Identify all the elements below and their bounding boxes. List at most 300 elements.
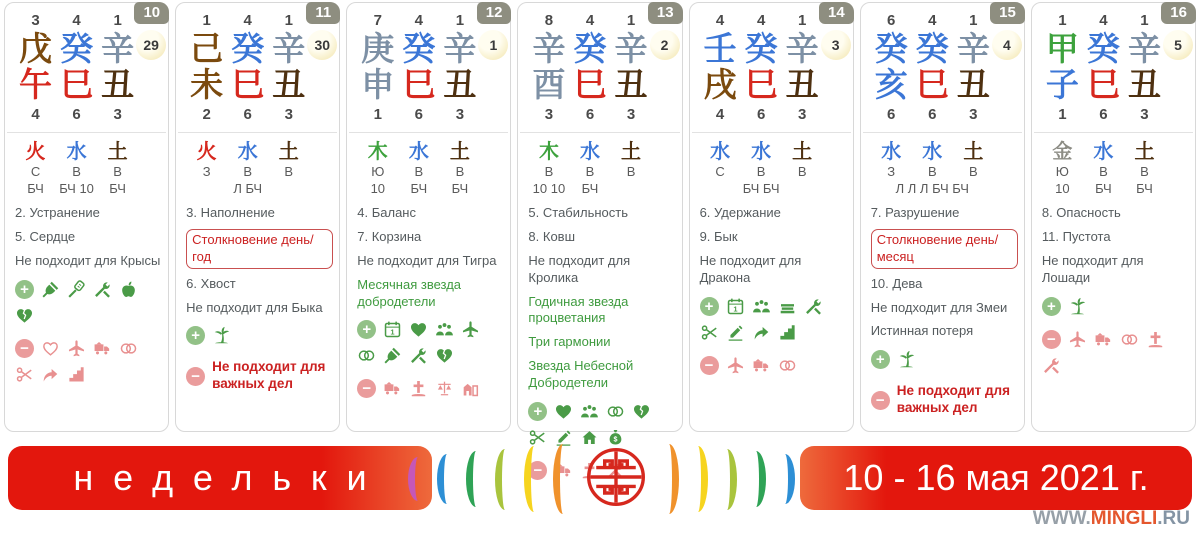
tools-icon: [804, 297, 823, 316]
pillar-bottom-numbers: [357, 105, 480, 125]
element-char: 火: [25, 141, 46, 163]
plane-icon: [67, 339, 86, 358]
date-range-label: 10 - 16 мая 2021 г.: [843, 457, 1149, 498]
heavenly-stem: 癸: [573, 30, 607, 67]
heavenly-stems: [528, 31, 651, 67]
apple-icon: [119, 280, 138, 299]
direction-letter: В: [585, 164, 595, 179]
day-note: 6. Удержание: [699, 205, 781, 220]
auspicious-star-note: Звезда Небесной Добродетели: [528, 358, 634, 391]
people-icon: [752, 297, 771, 316]
rainbow-arc: [688, 446, 708, 512]
day-notes: [186, 205, 333, 316]
rings-icon: [1120, 330, 1139, 349]
pillar-number: 3: [626, 106, 636, 123]
direction-letter: Ю: [1055, 164, 1069, 179]
element-char: 水: [922, 141, 943, 163]
element-row: [186, 141, 309, 163]
day-card: [517, 2, 682, 480]
pillar-top-numbers: [871, 11, 994, 31]
clash-warning: Столкновение день/месяц: [871, 229, 1018, 269]
day-number-badge: 14: [819, 2, 854, 24]
pillar-number: 6: [887, 12, 896, 29]
moon-day-badge: 4: [992, 30, 1022, 60]
rainbow-arc: [408, 457, 428, 501]
auspicious-star-note: Три гармонии: [528, 334, 611, 350]
extra-letter-row: [186, 180, 309, 197]
element-char: 土: [107, 141, 128, 163]
pillar-number: 4: [414, 12, 424, 29]
broken-heart-icon: [632, 402, 651, 421]
site-prefix: WWW.: [1032, 508, 1091, 529]
pillar-number: 4: [928, 12, 937, 29]
minus-circle-icon: −: [15, 339, 34, 358]
moon-day-badge: 30: [307, 30, 337, 60]
extra-letters: БЧ: [1136, 181, 1153, 196]
pillar-number: 6: [585, 106, 595, 123]
extra-letters: 10: [370, 181, 386, 196]
pillar-number: 3: [455, 106, 465, 123]
week-banner: [8, 446, 432, 510]
rainbow-arc: [553, 444, 573, 514]
pillar-number: 1: [1058, 12, 1067, 29]
earthly-branch: 午: [19, 66, 53, 103]
day-note: 9. Бык: [699, 228, 738, 244]
earthly-branch: 巳: [1086, 66, 1120, 103]
site-name: MINGLI: [1090, 508, 1158, 529]
favorable-icons: [357, 320, 504, 365]
construction-icon: [461, 379, 480, 398]
extra-letters: Л БЧ: [233, 181, 263, 196]
heavenly-stems: [1042, 31, 1165, 67]
heavenly-stem: 癸: [915, 30, 949, 67]
pillar-number: 1: [113, 12, 122, 29]
day-number-badge: 15: [990, 2, 1025, 24]
auspicious-star-note: Месячная звезда добродетели: [357, 276, 462, 309]
extra-letters: 10 10: [532, 181, 566, 196]
element-char: 土: [963, 141, 984, 163]
pillar-number: 3: [31, 12, 40, 29]
stairs-icon: [67, 365, 86, 384]
pillar-bottom-numbers: [1042, 105, 1165, 125]
earthly-branches: [528, 67, 651, 103]
pillar-number: 1: [1058, 106, 1067, 123]
earthly-branch: 戌: [703, 66, 737, 103]
earthly-branch: 丑: [956, 66, 990, 103]
element-char: 木: [367, 141, 388, 163]
pillar-top-numbers: [15, 11, 138, 31]
pillar-number: 4: [715, 12, 725, 29]
element-char: 水: [579, 141, 600, 163]
pillar-number: 2: [202, 106, 211, 123]
element-char: 水: [751, 141, 772, 163]
favorable-icons: [15, 280, 162, 325]
direction-letter: В: [284, 164, 294, 179]
heavenly-stem: 辛: [443, 30, 477, 67]
pillar-number: 8: [544, 12, 554, 29]
pillar-number: 1: [202, 12, 211, 29]
calendar1-icon: [383, 320, 402, 339]
svg-text:1: 1: [390, 327, 395, 337]
svg-text:$: $: [613, 435, 618, 444]
extra-letters: БЧ 10: [59, 181, 94, 196]
site-link[interactable]: [1033, 508, 1190, 530]
rainbow-arc: [466, 451, 486, 507]
truck-icon: [752, 356, 771, 375]
day-note: Не подходит для Лошади: [1041, 252, 1144, 285]
pillar-bottom-numbers: [186, 105, 309, 125]
shovel-icon: [41, 280, 60, 299]
earthly-branch: 申: [361, 66, 395, 103]
favorable-icons: [528, 402, 675, 447]
earthly-branches: [15, 67, 138, 103]
unfavorable-icons: [186, 359, 333, 393]
heavenly-stem: 辛: [101, 30, 135, 67]
element-char: 水: [1093, 141, 1114, 163]
minus-circle-icon: −: [186, 367, 205, 386]
earthly-branch: 子: [1045, 66, 1079, 103]
extra-letter-row: [871, 180, 994, 197]
pillar-number: 4: [756, 12, 766, 29]
day-note: Не подходит для Кролика: [528, 252, 631, 285]
pillar-number: 6: [756, 106, 766, 123]
element-char: 土: [449, 141, 470, 163]
date-banner: [800, 446, 1192, 510]
earthly-branch: 丑: [1127, 66, 1161, 103]
pillar-number: 1: [284, 12, 293, 29]
rainbow-arc: [659, 444, 679, 514]
day-note: 5. Сердце: [15, 228, 76, 244]
moon-day-badge: 29: [136, 30, 166, 60]
day-note: Не подходит для Змеи: [870, 299, 1008, 315]
extra-letters: БЧ: [581, 181, 599, 196]
heavenly-stems: [15, 31, 138, 67]
day-number-badge: 13: [648, 2, 683, 24]
element-row: [528, 141, 651, 163]
rainbow-arc: [495, 449, 515, 510]
extra-letters: [611, 180, 652, 197]
day-card: [1031, 2, 1196, 432]
day-note: 5. Стабильность: [528, 205, 629, 220]
direction-letter: С: [715, 164, 725, 179]
element-char: 土: [1134, 141, 1155, 163]
day-notes: [1042, 205, 1189, 287]
plus-circle-icon: +: [871, 350, 890, 369]
minus-circle-icon: −: [1042, 330, 1061, 349]
direction-letter: В: [1140, 164, 1149, 179]
pillar-number: 1: [455, 12, 465, 29]
earthly-branch: 亥: [874, 66, 908, 103]
favorable-icons: [1042, 297, 1189, 316]
pillar-number: 6: [72, 106, 81, 123]
divider: [349, 132, 508, 133]
heavenly-stem: 辛: [272, 30, 306, 67]
extra-letters: БЧ: [109, 181, 126, 196]
rainbow-arc: [775, 454, 795, 504]
heavenly-stem: 癸: [402, 30, 436, 67]
heavenly-stem: 癸: [874, 30, 908, 67]
minus-circle-icon: −: [871, 391, 890, 410]
direction-letter: В: [72, 164, 81, 179]
direction-letter: В: [414, 164, 424, 179]
divider: [1034, 132, 1193, 133]
plane-icon: [461, 320, 480, 339]
direction-letter: В: [756, 164, 766, 179]
extra-letter-row: [700, 180, 823, 197]
svg-text:1: 1: [732, 303, 738, 313]
pillar-number: 1: [969, 12, 978, 29]
people-icon: [435, 320, 454, 339]
pillar-number: 3: [113, 106, 122, 123]
direction-letter: З: [887, 164, 896, 179]
element-row: [700, 141, 823, 163]
heart-icon: [554, 402, 573, 421]
letter-row: [186, 163, 309, 180]
moon-day-badge: 2: [650, 30, 680, 60]
scissors-icon: [700, 323, 719, 342]
pillar-number: 3: [969, 106, 978, 123]
rings-icon: [606, 402, 625, 421]
extra-letter-row: [1042, 180, 1165, 197]
broken-heart-icon: [15, 306, 34, 325]
element-char: 土: [621, 141, 642, 163]
tools-icon: [1042, 356, 1061, 375]
heavenly-stem: 辛: [956, 30, 990, 67]
minus-circle-icon: −: [528, 461, 547, 480]
swatter-icon: [67, 280, 86, 299]
direction-letter: В: [797, 164, 807, 179]
earthly-branches: [186, 67, 309, 103]
earthly-branches: [357, 67, 480, 103]
pillar-top-numbers: [700, 11, 823, 31]
day-card: [4, 2, 169, 432]
earthly-branch: 巳: [915, 66, 949, 103]
arrow-up-icon: [752, 323, 771, 342]
element-char: 土: [792, 141, 813, 163]
heavenly-stem: 壬: [703, 30, 737, 67]
plane-icon: [726, 356, 745, 375]
plus-circle-icon: +: [15, 280, 34, 299]
unfavorable-note: Не подходит для важных дел: [896, 383, 1010, 416]
heavenly-stem: 庚: [361, 30, 395, 67]
earthly-branch: 巳: [744, 66, 778, 103]
pillar-number: 4: [31, 106, 40, 123]
day-number-badge: 11: [306, 2, 340, 24]
extra-letter-row: [528, 180, 651, 197]
heavenly-stem: 癸: [231, 30, 265, 67]
divider: [520, 132, 679, 133]
scissors-icon: [15, 365, 34, 384]
element-char: 水: [408, 141, 429, 163]
extra-letters: БЧ: [1095, 181, 1112, 196]
earthly-branches: [700, 67, 823, 103]
heart-outline-icon: [41, 339, 60, 358]
unfavorable-note: Не подходит для важных дел: [212, 359, 326, 392]
pillar-top-numbers: [186, 11, 309, 31]
heavenly-stem: 癸: [1086, 30, 1120, 67]
pillar-number: 3: [1140, 106, 1149, 123]
minus-circle-icon: −: [700, 356, 719, 375]
pillar-number: 1: [798, 12, 807, 29]
direction-letter: В: [455, 164, 465, 179]
day-note: 7. Корзина: [357, 228, 422, 244]
plane-icon: [1068, 330, 1087, 349]
books-icon: [778, 297, 797, 316]
site-suffix: .RU: [1157, 508, 1190, 529]
heavenly-stem: 辛: [785, 30, 819, 67]
palm-icon: [1068, 297, 1087, 316]
direction-letter: В: [1099, 164, 1108, 179]
day-note: 6. Хвост: [186, 275, 236, 291]
heavenly-stem: 癸: [60, 30, 94, 67]
clash-warning: Столкновение день/год: [186, 229, 333, 269]
divider: [7, 132, 166, 133]
direction-letter: Ю: [371, 164, 385, 179]
day-card: [689, 2, 854, 432]
day-notes: [871, 205, 1018, 340]
pillar-number: 6: [1099, 106, 1108, 123]
moon-day-badge: 5: [1163, 30, 1193, 60]
pillar-number: 6: [887, 106, 896, 123]
heavenly-stem: 甲: [1045, 30, 1079, 67]
direction-letter: С: [30, 164, 41, 179]
direction-letter: В: [544, 164, 554, 179]
divider: [692, 132, 851, 133]
tools-icon: [93, 280, 112, 299]
element-char: 金: [1052, 141, 1073, 163]
heavenly-stems: [700, 31, 823, 67]
pillar-number: 6: [243, 106, 252, 123]
day-note: 10. Дева: [870, 275, 923, 291]
earthly-branches: [871, 67, 994, 103]
earthly-branch: 丑: [272, 66, 306, 103]
favorable-icons: [700, 297, 847, 342]
day-note: 11. Пустота: [1041, 228, 1111, 244]
auspicious-star-note: Годичная звезда процветания: [528, 293, 629, 326]
letter-row: [700, 163, 823, 180]
extra-letter-row: [357, 180, 480, 197]
element-char: 水: [237, 141, 258, 163]
pillar-number: 4: [585, 12, 595, 29]
pillar-number: 4: [715, 106, 725, 123]
pillar-top-numbers: [357, 11, 480, 31]
write-icon: [726, 323, 745, 342]
day-card: [860, 2, 1025, 432]
heavenly-stem: 己: [190, 30, 224, 67]
day-notes: [528, 205, 675, 392]
unfavorable-icons: [871, 383, 1018, 417]
element-row: [1042, 141, 1165, 163]
day-number-badge: 10: [134, 2, 169, 24]
direction-letter: В: [243, 164, 253, 179]
extra-letters: Л Л Л БЧ БЧ: [895, 181, 969, 196]
pillar-number: 6: [414, 106, 424, 123]
pillar-number: 4: [243, 12, 252, 29]
pillar-bottom-numbers: [871, 105, 994, 125]
extra-letters: БЧ: [27, 181, 44, 196]
pillar-bottom-numbers: [700, 105, 823, 125]
earthly-branch: 酉: [532, 66, 566, 103]
unfavorable-icons: [700, 356, 847, 375]
extra-letters: БЧ: [410, 181, 428, 196]
pillar-bottom-numbers: [15, 105, 138, 125]
day-card: [346, 2, 511, 432]
heavenly-stem: 辛: [1127, 30, 1161, 67]
plus-circle-icon: +: [528, 402, 547, 421]
letter-row: [15, 163, 138, 180]
truck-icon: [93, 339, 112, 358]
earthly-branch: 巳: [60, 66, 94, 103]
pillar-number: 1: [373, 106, 382, 123]
pillar-number: 3: [544, 106, 554, 123]
rainbow-arc: [524, 446, 544, 512]
plus-circle-icon: +: [357, 320, 376, 339]
pillar-number: 3: [798, 106, 807, 123]
earthly-branch: 丑: [101, 66, 135, 103]
letter-row: [357, 163, 480, 180]
letter-row: [528, 163, 651, 180]
rings-icon: [357, 346, 376, 365]
unfavorable-icons: [357, 379, 504, 398]
pillar-number: 4: [1099, 12, 1108, 29]
cross-icon: [409, 379, 428, 398]
earthly-branch: 未: [190, 66, 224, 103]
moon-day-badge: 3: [821, 30, 851, 60]
rings-icon: [119, 339, 138, 358]
direction-letter: В: [626, 164, 636, 179]
heavenly-stem: 辛: [532, 30, 566, 67]
direction-letter: В: [968, 164, 978, 179]
day-note: Не подходит для Крысы: [15, 252, 161, 268]
arrow-up-icon: [41, 365, 60, 384]
day-note: 4. Баланс: [357, 205, 416, 220]
plus-circle-icon: +: [700, 297, 719, 316]
direction-letter: З: [202, 164, 211, 179]
heavenly-stem: 辛: [614, 30, 648, 67]
favorable-icons: [871, 350, 1018, 369]
day-note: 8. Ковш: [528, 228, 576, 244]
rainbow-arcs: [436, 443, 796, 515]
heart-icon: [409, 320, 428, 339]
earthly-branch: 巳: [402, 66, 436, 103]
people-icon: [580, 402, 599, 421]
unfavorable-icons: [1042, 330, 1189, 375]
truck-icon: [383, 379, 402, 398]
heavenly-stems: [186, 31, 309, 67]
day-note: Не подходит для Дракона: [699, 252, 802, 285]
extra-letter-row: [15, 180, 138, 197]
earthly-branch: 巳: [231, 66, 265, 103]
letter-row: [1042, 163, 1165, 180]
divider: [863, 132, 1022, 133]
pillar-number: 1: [1140, 12, 1149, 29]
pillar-number: 6: [928, 106, 937, 123]
earthly-branch: 巳: [573, 66, 607, 103]
heavenly-stems: [357, 31, 480, 67]
rainbow-arc: [717, 449, 737, 510]
day-notes: [357, 205, 504, 310]
extra-letters: БЧ БЧ: [742, 181, 780, 196]
day-note: 7. Разрушение: [870, 205, 960, 220]
pillar-top-numbers: [1042, 11, 1165, 31]
pillar-number: 1: [626, 12, 636, 29]
day-notes: [700, 205, 847, 287]
favorable-icons: [186, 326, 333, 345]
element-row: [15, 141, 138, 163]
minus-circle-icon: −: [357, 379, 376, 398]
stairs-icon: [778, 323, 797, 342]
day-note: Истинная потеря: [870, 323, 974, 339]
